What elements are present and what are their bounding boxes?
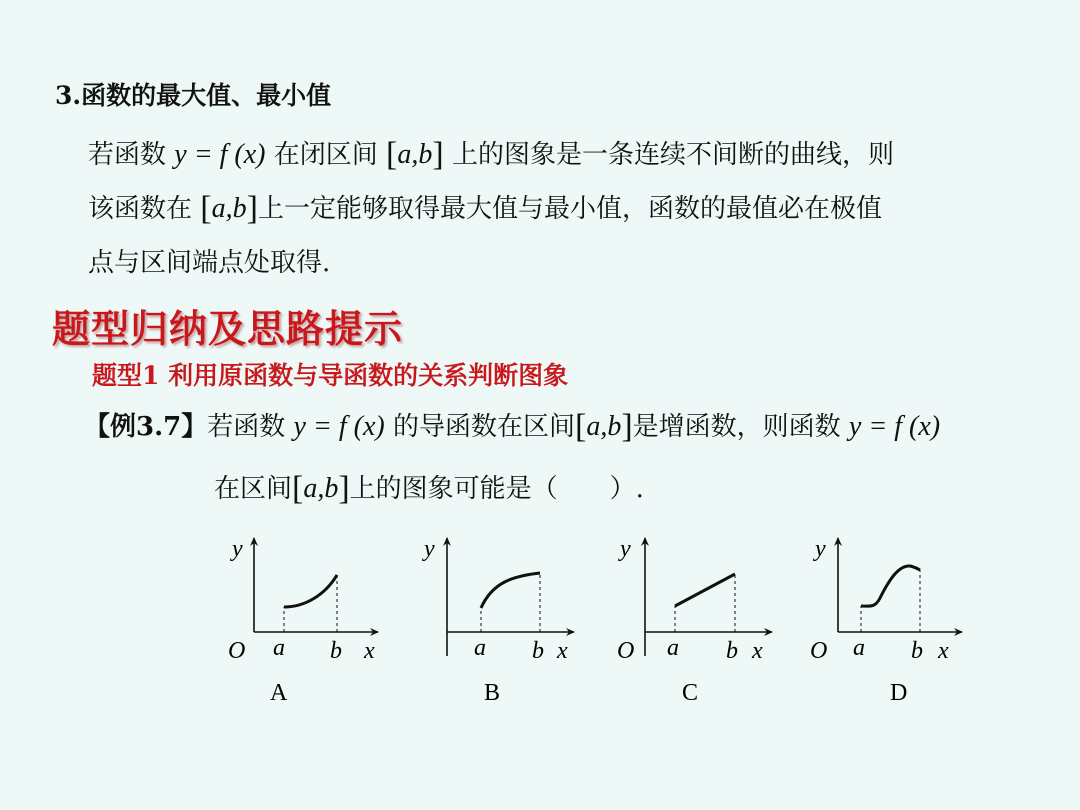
x-label: x	[364, 638, 375, 664]
option-label: A	[270, 680, 288, 706]
bracket-open: [	[292, 470, 304, 507]
bracket-close: ]	[432, 136, 444, 173]
y-label: y	[620, 536, 631, 562]
text-segment: 若函数	[88, 140, 167, 170]
paragraph-line-2	[88, 190, 882, 227]
text-segment: 该函数在	[88, 194, 193, 224]
text-segment: 的导函数在区间	[392, 412, 575, 442]
curve	[284, 575, 337, 607]
text-segment: 若函数	[207, 412, 286, 442]
graph-option-d[interactable]	[810, 536, 962, 706]
paragraph-line-3: 点与区间端点处取得.	[88, 248, 331, 278]
option-label: D	[890, 680, 908, 706]
option-label: B	[484, 680, 501, 706]
banner-title: 题型归纳及思路提示	[52, 306, 404, 351]
graph-option-b[interactable]	[422, 536, 574, 706]
y-label: y	[232, 536, 243, 562]
text-segment: 在闭区间	[273, 140, 378, 170]
x-label: x	[938, 638, 949, 664]
bracket-close: ]	[621, 408, 633, 445]
text-segment: 在区间	[214, 474, 293, 504]
text-segment: 上一定能够取得最大值与最小值，函数的最值必在极值	[257, 194, 882, 224]
a-label: a	[273, 635, 285, 661]
y-label: y	[815, 536, 826, 562]
curve	[861, 566, 920, 606]
function-expression: y = f (x)	[174, 139, 266, 170]
origin-label: O	[810, 638, 828, 664]
bracket-open: [	[200, 190, 212, 227]
text-segment: 上的图象可能是（ ）.	[349, 474, 644, 504]
example-line-2	[214, 470, 644, 507]
section-heading: 3.函数的最大值、最小值	[55, 81, 332, 110]
x-label: x	[557, 638, 568, 664]
interval-expression: a,b	[397, 139, 433, 170]
a-label: a	[474, 635, 486, 661]
paragraph-line-1	[88, 136, 894, 173]
line-segment	[675, 574, 735, 606]
origin-label: O	[228, 638, 246, 664]
bracket-open: [	[574, 408, 587, 445]
function-expression: y = f (x)	[293, 411, 385, 442]
curve	[481, 573, 540, 608]
interval-expression: a,b	[303, 473, 339, 504]
y-label: y	[424, 536, 435, 562]
graph-option-a[interactable]	[228, 536, 378, 706]
graph-option-c[interactable]	[617, 536, 772, 706]
b-label: b	[911, 638, 923, 664]
a-label: a	[667, 635, 679, 661]
origin-label: O	[617, 638, 635, 664]
bracket-open: [	[386, 136, 398, 173]
banner-subtitle: 题型1 利用原函数与导函数的关系判断图象	[92, 361, 569, 390]
function-expression: y = f (x)	[848, 411, 941, 442]
interval-expression: a,b	[211, 193, 247, 224]
b-label: b	[330, 638, 342, 664]
b-label: b	[532, 638, 544, 664]
x-label: x	[752, 638, 763, 664]
a-label: a	[853, 635, 865, 661]
option-graphs	[0, 520, 1080, 720]
option-label: C	[682, 680, 699, 706]
example-line-1	[84, 408, 941, 445]
example-label: 【例3.7】	[84, 412, 208, 442]
b-label: b	[726, 638, 738, 664]
text-segment: 是增函数，则函数	[632, 412, 841, 442]
bracket-close: ]	[246, 190, 258, 227]
text-segment: 上的图象是一条连续不间断的曲线，则	[451, 140, 894, 170]
bracket-close: ]	[338, 470, 350, 507]
interval-expression: a,b	[586, 411, 622, 442]
